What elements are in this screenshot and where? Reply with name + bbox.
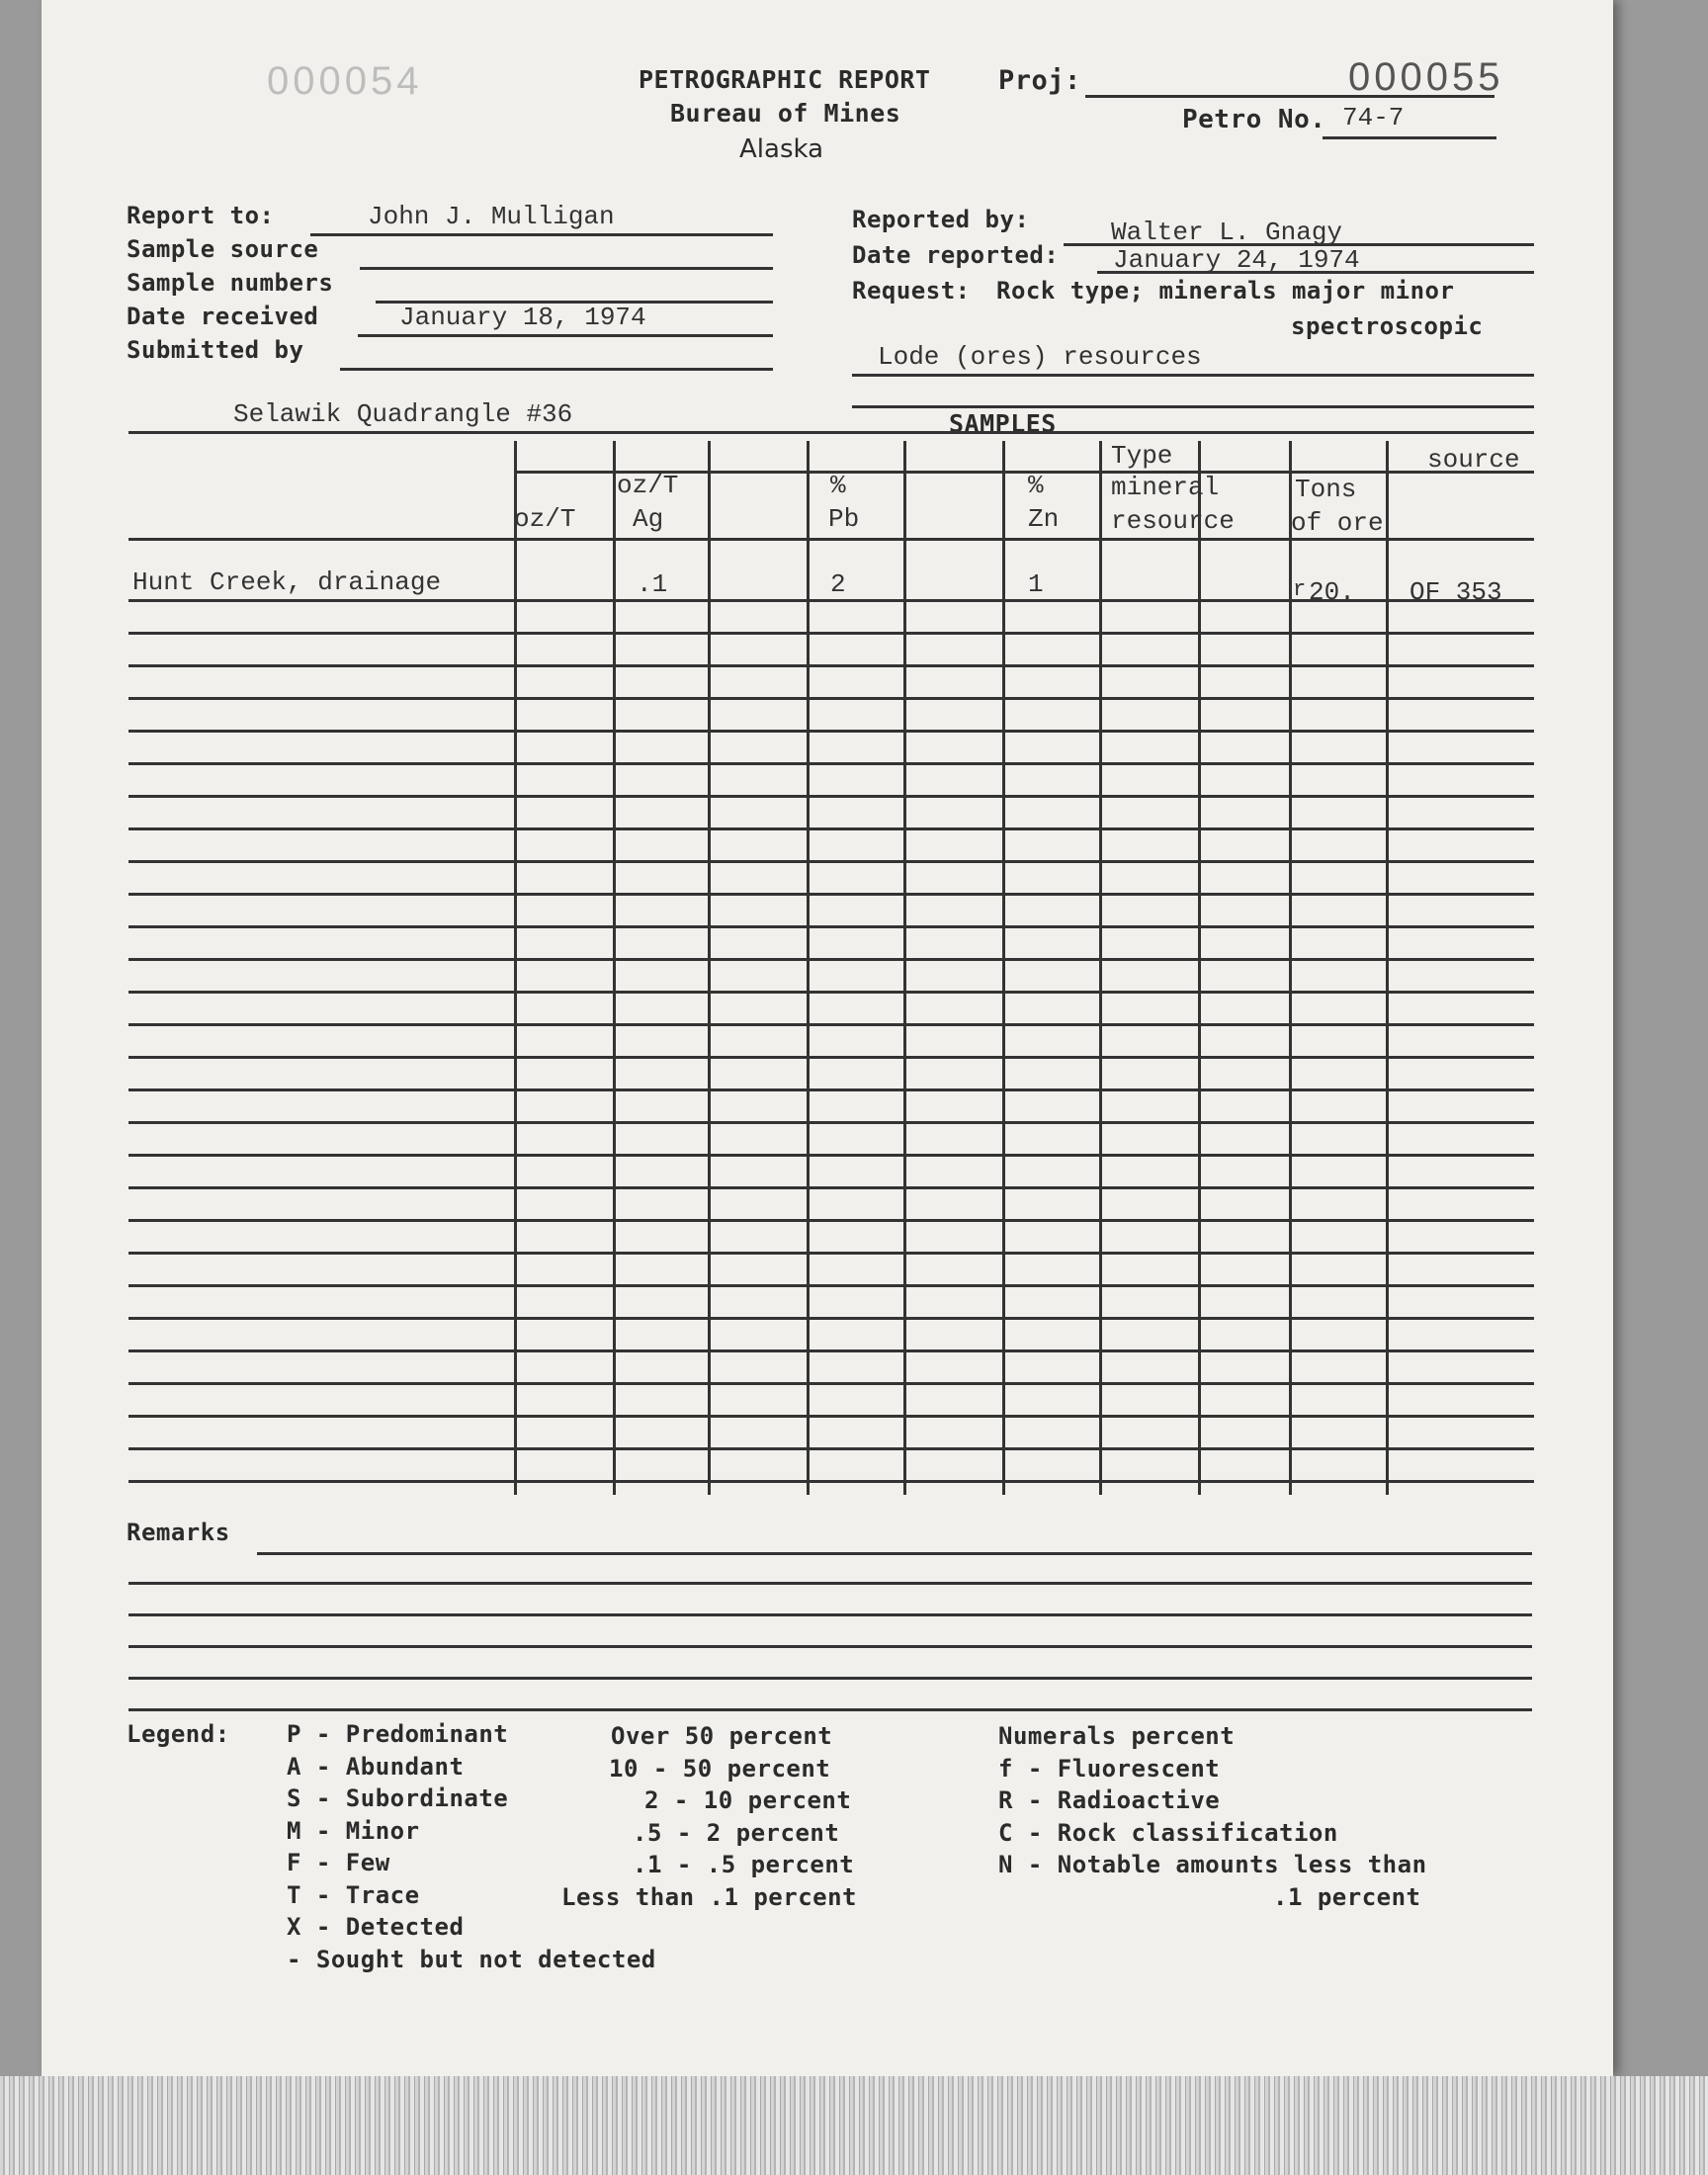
proj-label: Proj: [998, 65, 1081, 96]
petro-value: 74-7 [1342, 103, 1405, 132]
row-tons-prefix: r [1293, 577, 1307, 602]
sample-source-label: Sample source [127, 235, 319, 263]
row-pb: 2 [830, 569, 846, 599]
hdr-oz-t: oz/T [514, 504, 576, 534]
legend-item: R - Radioactive [998, 1786, 1221, 1814]
legend-label: Legend: [127, 1720, 230, 1748]
request-typed: Lode (ores) resources [878, 342, 1202, 372]
table-row-rule [128, 1317, 1534, 1320]
hdr-tons: Tons [1295, 475, 1357, 504]
ghost-doc-number: 000054 [267, 59, 423, 103]
table-row-rule [128, 1415, 1534, 1418]
hdr-pb: Pb [828, 504, 860, 534]
remarks-line-5 [128, 1677, 1532, 1680]
row-zn: 1 [1028, 569, 1044, 599]
samples-title: SAMPLES [949, 409, 1057, 438]
legend-item: .1 percent [1273, 1882, 1421, 1911]
legend-item: C - Rock classification [998, 1818, 1338, 1847]
table-row-rule [128, 1219, 1534, 1222]
report-org: Bureau of Mines [670, 99, 901, 128]
table-row-rule [128, 730, 1534, 733]
samples-area: Selawik Quadrangle #36 [233, 399, 573, 429]
table-row-rule [128, 1349, 1534, 1352]
table-row-rule [128, 1382, 1534, 1385]
remarks-line-6 [128, 1708, 1532, 1711]
table-row-rule [128, 1284, 1534, 1287]
date-reported-label: Date reported: [852, 241, 1060, 269]
report-location: Alaska [739, 134, 824, 164]
table-row-rule [128, 958, 1534, 961]
table-row-rule [128, 1056, 1534, 1059]
request-line1: Rock type; minerals major minor [996, 277, 1455, 304]
scan-bottom-edge [0, 2076, 1708, 2175]
sample-numbers-label: Sample numbers [127, 269, 334, 297]
petro-label: Petro No. [1182, 105, 1326, 134]
row-source: OF 353 [1409, 577, 1502, 607]
report-page [42, 0, 1613, 2076]
table-row-rule [128, 1186, 1534, 1189]
legend-item: Numerals percent [998, 1722, 1236, 1750]
report-to-line [310, 233, 773, 236]
legend-item: M - Minor [287, 1816, 420, 1845]
request-line2: spectroscopic [1291, 312, 1484, 340]
hdr-source: source [1427, 445, 1520, 475]
legend-item: - Sought but not detected [287, 1945, 656, 1973]
samples-top-line [128, 431, 1534, 434]
hdr-pb-top: % [830, 471, 846, 500]
request-line-a [852, 374, 1534, 377]
legend-item: f - Fluorescent [998, 1754, 1221, 1783]
date-reported-line [1097, 271, 1534, 274]
request-label: Request: [852, 277, 971, 304]
legend-item: Over 50 percent [611, 1722, 833, 1750]
table-row-rule [128, 1480, 1534, 1483]
hdr-zn-top: % [1028, 471, 1044, 500]
doc-number: 000055 [1348, 55, 1504, 99]
row-ag: .1 [637, 569, 668, 599]
remarks-line-2 [128, 1582, 1532, 1585]
hdr-of-ore: of ore [1291, 508, 1384, 538]
row-tons: 20. [1309, 577, 1355, 607]
table-row-rule [128, 1447, 1534, 1450]
remarks-line-3 [128, 1613, 1532, 1616]
legend-item: T - Trace [287, 1880, 420, 1909]
report-title: PETROGRAPHIC REPORT [639, 65, 931, 94]
table-row-rule [128, 1023, 1534, 1026]
legend-item: A - Abundant [287, 1752, 465, 1781]
submitted-by-label: Submitted by [127, 336, 304, 364]
date-reported-value: January 24, 1974 [1113, 245, 1360, 275]
table-row-rule [128, 795, 1534, 798]
legend-item: .5 - 2 percent [633, 1818, 840, 1847]
table-row-rule [128, 1154, 1534, 1157]
legend-item: 2 - 10 percent [644, 1786, 852, 1814]
remarks-line-1 [257, 1552, 1532, 1555]
legend-item: S - Subordinate [287, 1784, 509, 1812]
table-row-rule [128, 1121, 1534, 1124]
table-row-rule [128, 697, 1534, 700]
hdr-type: Type [1111, 441, 1173, 471]
report-to-value: John J. Mulligan [368, 202, 615, 231]
row-name: Hunt Creek, drainage [132, 567, 442, 597]
legend-item: .1 - .5 percent [633, 1851, 855, 1878]
hdr-zn: Zn [1028, 504, 1060, 534]
legend-item: P - Predominant [287, 1720, 509, 1748]
table-row-rule [128, 925, 1534, 928]
remarks-line-4 [128, 1645, 1532, 1648]
submitted-by-line [340, 368, 773, 371]
table-header-rule [128, 538, 1534, 541]
date-received-line [358, 334, 773, 337]
legend-item: F - Few [287, 1849, 390, 1876]
table-row-rule [128, 632, 1534, 635]
table-row-rule [128, 893, 1534, 896]
table-row-rule [128, 762, 1534, 765]
table-row-rule [128, 664, 1534, 667]
table-row-rule [128, 860, 1534, 863]
sample-source-line [360, 267, 773, 270]
petro-line [1323, 136, 1496, 139]
hdr-oz-t-ag-top: oz/T [617, 471, 679, 500]
legend-item: Less than .1 percent [561, 1882, 857, 1911]
legend-item: N - Notable amounts less than [998, 1851, 1427, 1878]
reported-by-value: Walter L. Gnagy [1111, 218, 1343, 247]
legend-item: X - Detected [287, 1913, 465, 1941]
hdr-resource: resource [1111, 506, 1235, 536]
legend-item: 10 - 50 percent [609, 1754, 831, 1783]
table-row-rule [128, 1088, 1534, 1091]
reported-by-label: Reported by: [852, 206, 1030, 233]
table-row-rule [128, 1252, 1534, 1255]
hdr-ag: Ag [633, 504, 664, 534]
table-row-rule [128, 827, 1534, 830]
remarks-label: Remarks [127, 1519, 230, 1546]
table-row-rule [128, 991, 1534, 994]
hdr-mineral: mineral [1111, 473, 1220, 502]
request-line-b [852, 405, 1534, 408]
date-received-value: January 18, 1974 [399, 303, 646, 332]
date-received-label: Date received [127, 303, 319, 330]
report-to-label: Report to: [127, 202, 275, 229]
